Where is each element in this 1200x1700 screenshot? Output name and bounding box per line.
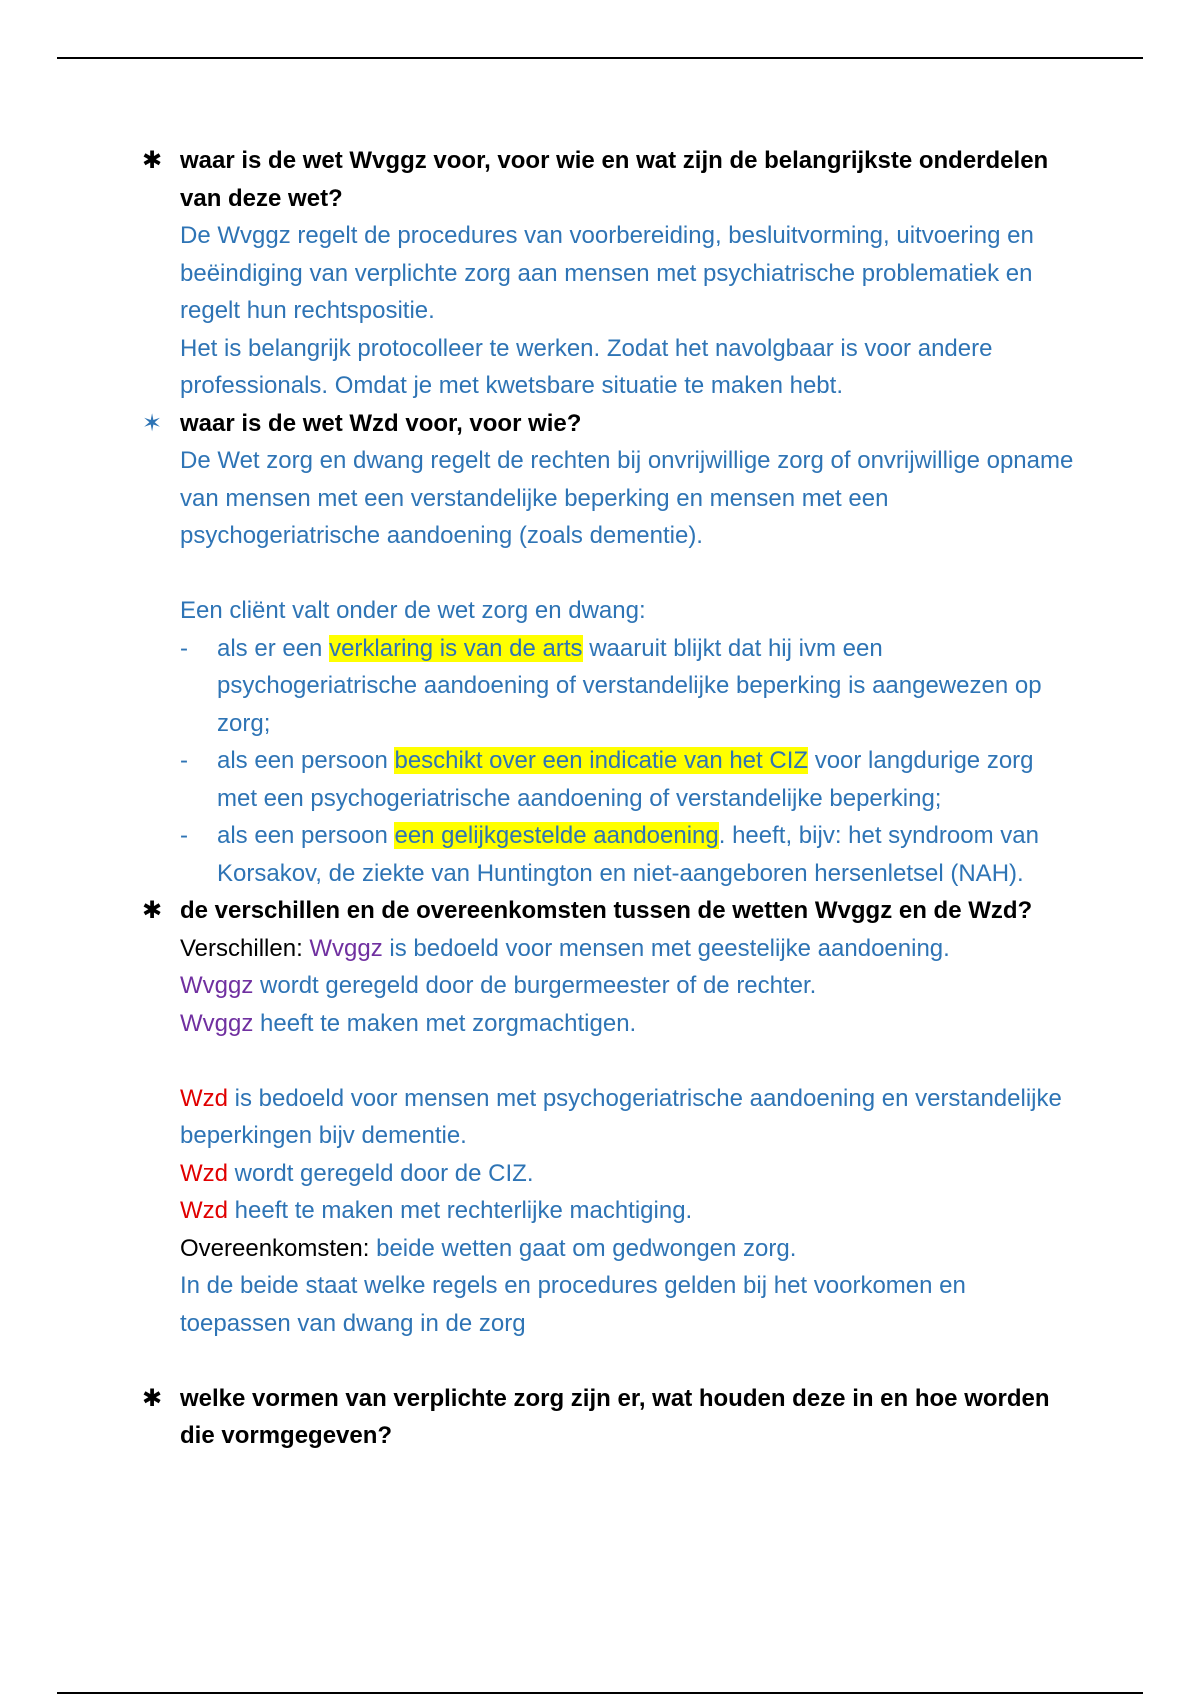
list-item bbox=[180, 817, 1080, 892]
verschillen-label: Verschillen: bbox=[180, 934, 310, 962]
question-text: welke vormen van verplichte zorg zijn er, wat houden deze in en hoe worden die vormgegeven? bbox=[180, 1384, 1050, 1449]
asterisk-bullet-icon: ✱ bbox=[141, 897, 163, 924]
blank-line bbox=[180, 1042, 1080, 1080]
list-item-text: . heeft, bijv: het syndroom van Korsakov, de ziekte van Huntington en niet-aangeboren hersenletsel (NAH). bbox=[217, 822, 1039, 887]
term-wvggz: Wvggz bbox=[180, 972, 254, 999]
question-text: waar is de wet Wzd voor, voor wie? bbox=[180, 409, 582, 437]
wzd-line bbox=[180, 1155, 1080, 1193]
wvggz-text: wordt geregeld door de burgermeester of de rechter. bbox=[253, 972, 817, 999]
overeenkomsten-text: beide wetten gaat om gedwongen zorg. bbox=[376, 1234, 797, 1262]
term-wzd: Wzd bbox=[180, 1159, 228, 1187]
term-wvggz: Wvggz bbox=[180, 1009, 254, 1037]
answer-wvggz-paragraph-2: Het is belangrijk protocolleer te werken. Zodat het navolgbaar is voor andere professionals. Omdat je met kwetsbare situatie te maken hebt. bbox=[180, 334, 993, 399]
wvggz-line bbox=[180, 967, 1080, 1005]
wzd-text: heeft te maken met rechterlijke machtiging. bbox=[228, 1197, 693, 1224]
footer-rule bbox=[57, 1692, 1143, 1694]
wvggz-line bbox=[180, 1005, 1080, 1043]
list-item-text: waaruit blijkt dat hij ivm een psychogeriatrische aandoening of verstandelijke beperking is aangewezen op zorg; bbox=[217, 634, 1042, 737]
highlighted-text: verklaring is van de arts bbox=[329, 634, 583, 662]
term-wzd: Wzd bbox=[180, 1084, 228, 1112]
dash-bullet: - bbox=[180, 822, 188, 849]
header-rule bbox=[57, 57, 1143, 59]
list-item-text: voor langdurige zorg met een psychogeriatrische aandoening of verstandelijke beperking; bbox=[217, 747, 1034, 812]
question-text: waar is de wet Wvggz voor, voor wie en wat zijn de belangrijkste onderdelen van deze wet? bbox=[180, 147, 1049, 212]
question-verschillen bbox=[141, 892, 1080, 930]
question-vormen bbox=[141, 1380, 1080, 1455]
list-item bbox=[180, 630, 1080, 743]
dash-bullet: - bbox=[180, 634, 188, 662]
answer-wzd-paragraph-1: De Wet zorg en dwang regelt de rechten bij onvrijwillige zorg of onvrijwillige opname van mensen met een verstandelijke beperking en mensen met een psychogeriatrische aandoening (zoals dementie). bbox=[180, 447, 1074, 549]
asterisk-bullet-icon: ✱ bbox=[141, 147, 163, 174]
question-wzd bbox=[141, 405, 1080, 443]
list-item bbox=[180, 742, 1080, 817]
asterisk-bullet-icon: ✱ bbox=[141, 1384, 163, 1412]
term-wzd: Wzd bbox=[180, 1197, 228, 1224]
list-item-text: als een persoon bbox=[217, 747, 395, 774]
blank-line bbox=[180, 1342, 1080, 1380]
highlighted-text: beschikt over een indicatie van het CIZ bbox=[394, 747, 809, 774]
wvggz-text: heeft te maken met zorgmachtigen. bbox=[253, 1009, 637, 1037]
verschillen-line bbox=[180, 930, 1080, 968]
blank-line bbox=[180, 555, 1080, 593]
question-text: de verschillen en de overeenkomsten tussen de wetten Wvggz en de Wzd? bbox=[180, 897, 1033, 924]
asterisk-bullet-icon: ✶ bbox=[141, 409, 163, 437]
answer-wzd-intro: Een cliënt valt onder de wet zorg en dwang: bbox=[180, 597, 646, 624]
answer-wvggz-paragraph-1: De Wvggz regelt de procedures van voorbereiding, besluitvorming, uitvoering en beëindiging van verplichte zorg aan mensen met psychiatrische problematiek en regelt hun rechtspositie. bbox=[180, 222, 1034, 324]
term-wvggz: Wvggz bbox=[309, 934, 383, 962]
question-wvggz bbox=[141, 142, 1080, 217]
list-item-text: als er een bbox=[217, 634, 330, 662]
wzd-text: wordt geregeld door de CIZ. bbox=[228, 1159, 534, 1187]
document-body bbox=[141, 142, 1080, 1455]
highlighted-text: een gelijkgestelde aandoening bbox=[394, 822, 719, 849]
wzd-text: is bedoeld voor mensen met psychogeriatrische aandoening en verstandelijke beperkingen bijv dementie. bbox=[180, 1084, 1062, 1149]
overeenkomsten-line bbox=[180, 1230, 1080, 1268]
final-paragraph: In de beide staat welke regels en procedures gelden bij het voorkomen en toepassen van dwang in de zorg bbox=[180, 1272, 966, 1337]
wzd-line bbox=[180, 1080, 1080, 1155]
wvggz-text: is bedoeld voor mensen met geestelijke aandoening. bbox=[382, 934, 950, 962]
wzd-line bbox=[180, 1192, 1080, 1230]
dash-bullet: - bbox=[180, 747, 188, 774]
overeenkomsten-label: Overeenkomsten: bbox=[180, 1234, 377, 1262]
list-item-text: als een persoon bbox=[217, 822, 395, 849]
